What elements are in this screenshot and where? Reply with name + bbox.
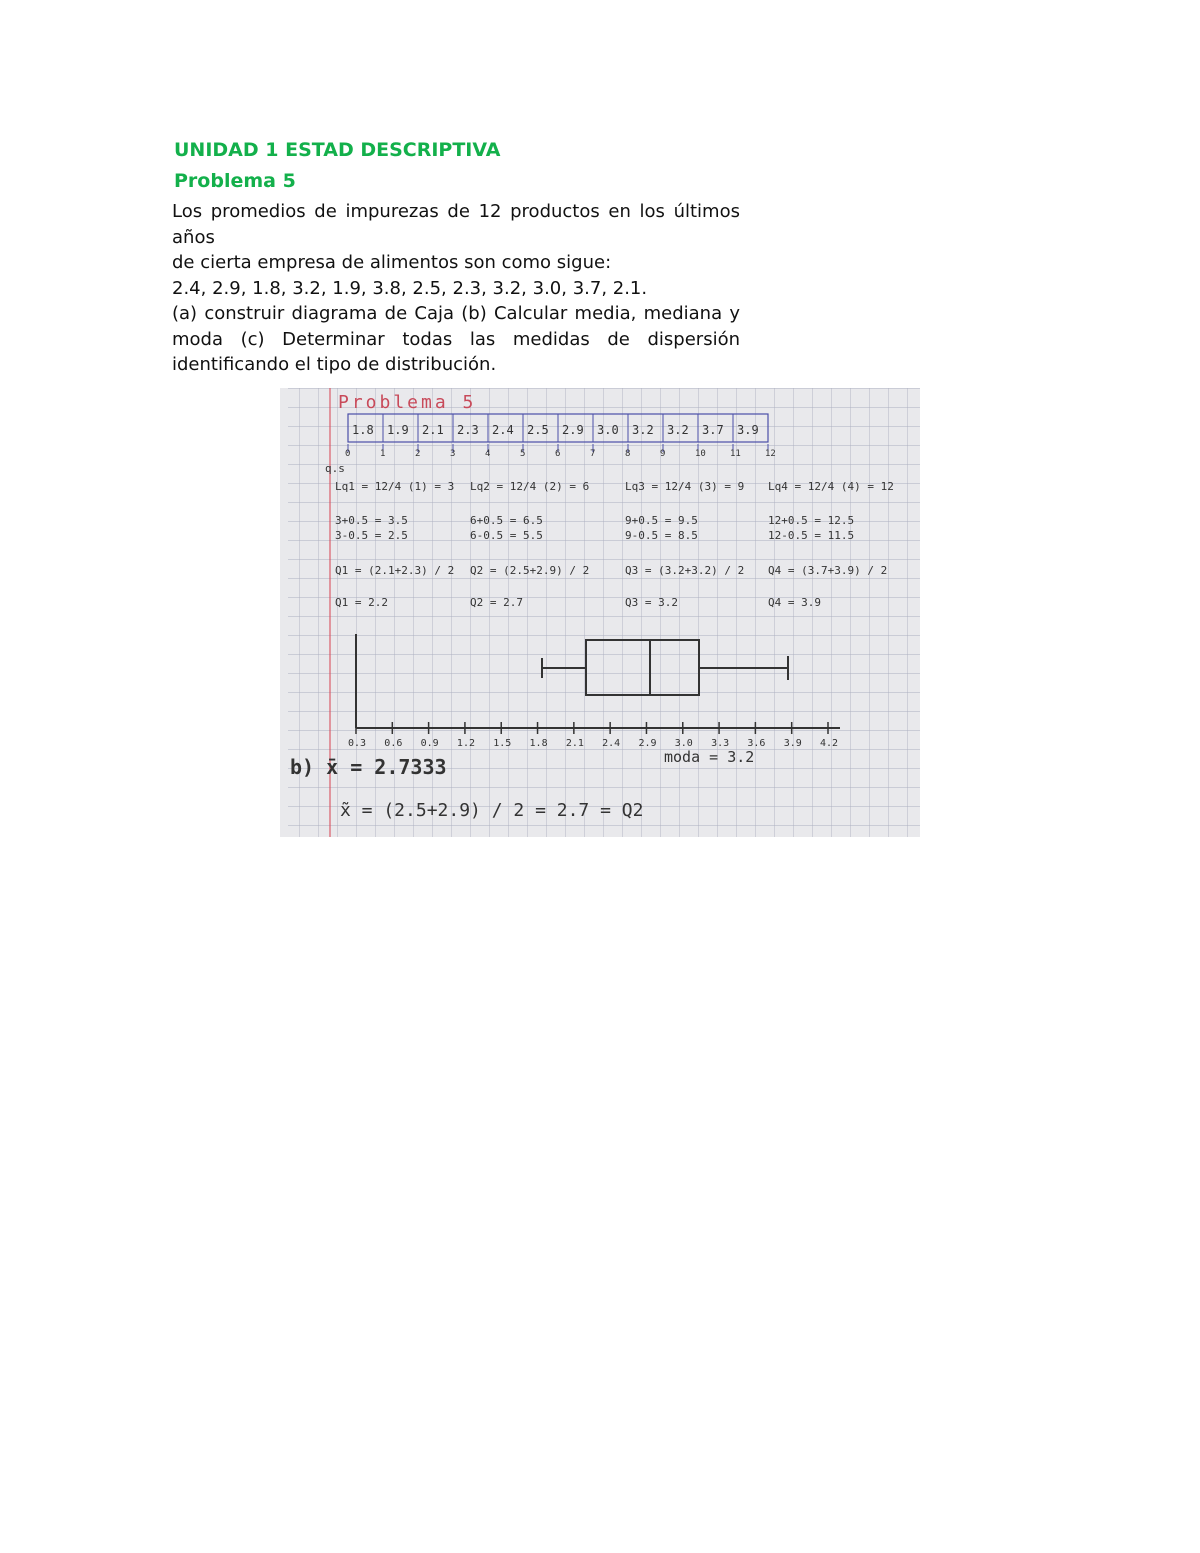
quartile-step: 12-0.5 = 11.5 [768, 529, 855, 542]
axis-tick-label: 2.4 [602, 738, 621, 749]
index-label: 10 [695, 449, 706, 459]
axis-tick-label: 3.9 [783, 738, 802, 749]
q-label: q.s [325, 462, 345, 475]
problem-statement [172, 199, 740, 378]
value-cell: 3.2 [632, 423, 654, 437]
axis-tick-label: 1.8 [529, 738, 548, 749]
value-cell: 3.7 [702, 423, 724, 437]
index-label: 6 [555, 449, 561, 459]
quartile-step: 3+0.5 = 3.5 [335, 514, 408, 527]
quartile-step: Q4 = (3.7+3.9) / 2 [768, 564, 888, 577]
mean-line: b) x̄ = 2.7333 [290, 755, 447, 779]
value-cell: 3.2 [667, 423, 689, 437]
axis-tick-label: 4.2 [820, 738, 839, 749]
index-label: 0 [345, 449, 351, 459]
index-label: 1 [380, 449, 386, 459]
axis-tick-label: 3.0 [674, 738, 693, 749]
value-cell: 2.5 [527, 423, 549, 437]
axis-tick-label: 2.1 [565, 738, 584, 749]
quartile-step: 9-0.5 = 8.5 [625, 529, 698, 542]
paragraph-line: (a) construir diagrama de Caja (b) Calcular media, mediana y moda (c) Determinar todas las medidas de dispersión identificando el tipo de distribución. [172, 303, 740, 375]
quartile-step: Q1 = 2.2 [335, 596, 388, 609]
value-cell: 1.8 [352, 423, 374, 437]
doc-subheading: Problema 5 [174, 170, 296, 192]
notebook-title: Problema 5 [338, 392, 477, 413]
quartile-step: Lq1 = 12/4 (1) = 3 [335, 480, 455, 493]
index-label: 2 [415, 449, 421, 459]
index-label: 8 [625, 449, 631, 459]
quartile-step: Lq2 = 12/4 (2) = 6 [470, 480, 590, 493]
value-cell: 2.1 [422, 423, 444, 437]
paragraph-line: de cierta empresa de alimentos son como sigue: [172, 252, 612, 273]
moda-line: moda = 3.2 [664, 748, 755, 766]
index-label: 11 [730, 449, 741, 459]
quartile-step: Q2 = 2.7 [470, 596, 523, 609]
quartile-step: Q1 = (2.1+2.3) / 2 [335, 564, 455, 577]
value-cell: 2.3 [457, 423, 479, 437]
paragraph-line: 2.4, 2.9, 1.8, 3.2, 1.9, 3.8, 2.5, 2.3, 3.2, 3.0, 3.7, 2.1. [172, 277, 648, 299]
quartile-step: Q3 = (3.2+3.2) / 2 [625, 564, 745, 577]
value-cell: 2.4 [492, 423, 514, 437]
index-label: 9 [660, 449, 666, 459]
quartile-step: Q4 = 3.9 [768, 596, 821, 609]
axis-tick-label: 1.2 [456, 738, 475, 749]
quartile-step: 6+0.5 = 6.5 [470, 514, 543, 527]
quartile-step: 9+0.5 = 9.5 [625, 514, 698, 527]
quartile-step: 3-0.5 = 2.5 [335, 529, 408, 542]
paragraph-line: Los promedios de impurezas de 12 productos en los últimos años [172, 201, 740, 248]
quartile-step: 12+0.5 = 12.5 [768, 514, 855, 527]
axis-tick-label: 0.3 [348, 738, 367, 749]
index-label: 4 [485, 449, 491, 459]
axis-tick-label: 0.9 [420, 738, 439, 749]
doc-heading: UNIDAD 1 ESTAD DESCRIPTIVA [174, 139, 501, 161]
index-label: 7 [590, 449, 596, 459]
index-label: 12 [765, 449, 776, 459]
axis-tick-label: 3.6 [747, 738, 766, 749]
axis-tick-label: 0.6 [384, 738, 403, 749]
value-cell: 3.9 [737, 423, 759, 437]
quartile-step: 6-0.5 = 5.5 [470, 529, 543, 542]
quartile-step: Q3 = 3.2 [625, 596, 678, 609]
notebook-photo [280, 388, 920, 837]
quartile-step: Q2 = (2.5+2.9) / 2 [470, 564, 590, 577]
index-label: 5 [520, 449, 526, 459]
value-cell: 2.9 [562, 423, 584, 437]
axis-tick-label: 2.9 [638, 738, 657, 749]
value-cell: 1.9 [387, 423, 409, 437]
axis-tick-label: 1.5 [493, 738, 512, 749]
median-result: x̃ = (2.5+2.9) / 2 = 2.7 = Q2 [340, 800, 644, 821]
quartile-step: Lq4 = 12/4 (4) = 12 [768, 480, 894, 493]
quartile-step: Lq3 = 12/4 (3) = 9 [625, 480, 745, 493]
axis-tick-label: 3.3 [711, 738, 730, 749]
value-cell: 3.0 [597, 423, 619, 437]
index-label: 3 [450, 449, 456, 459]
